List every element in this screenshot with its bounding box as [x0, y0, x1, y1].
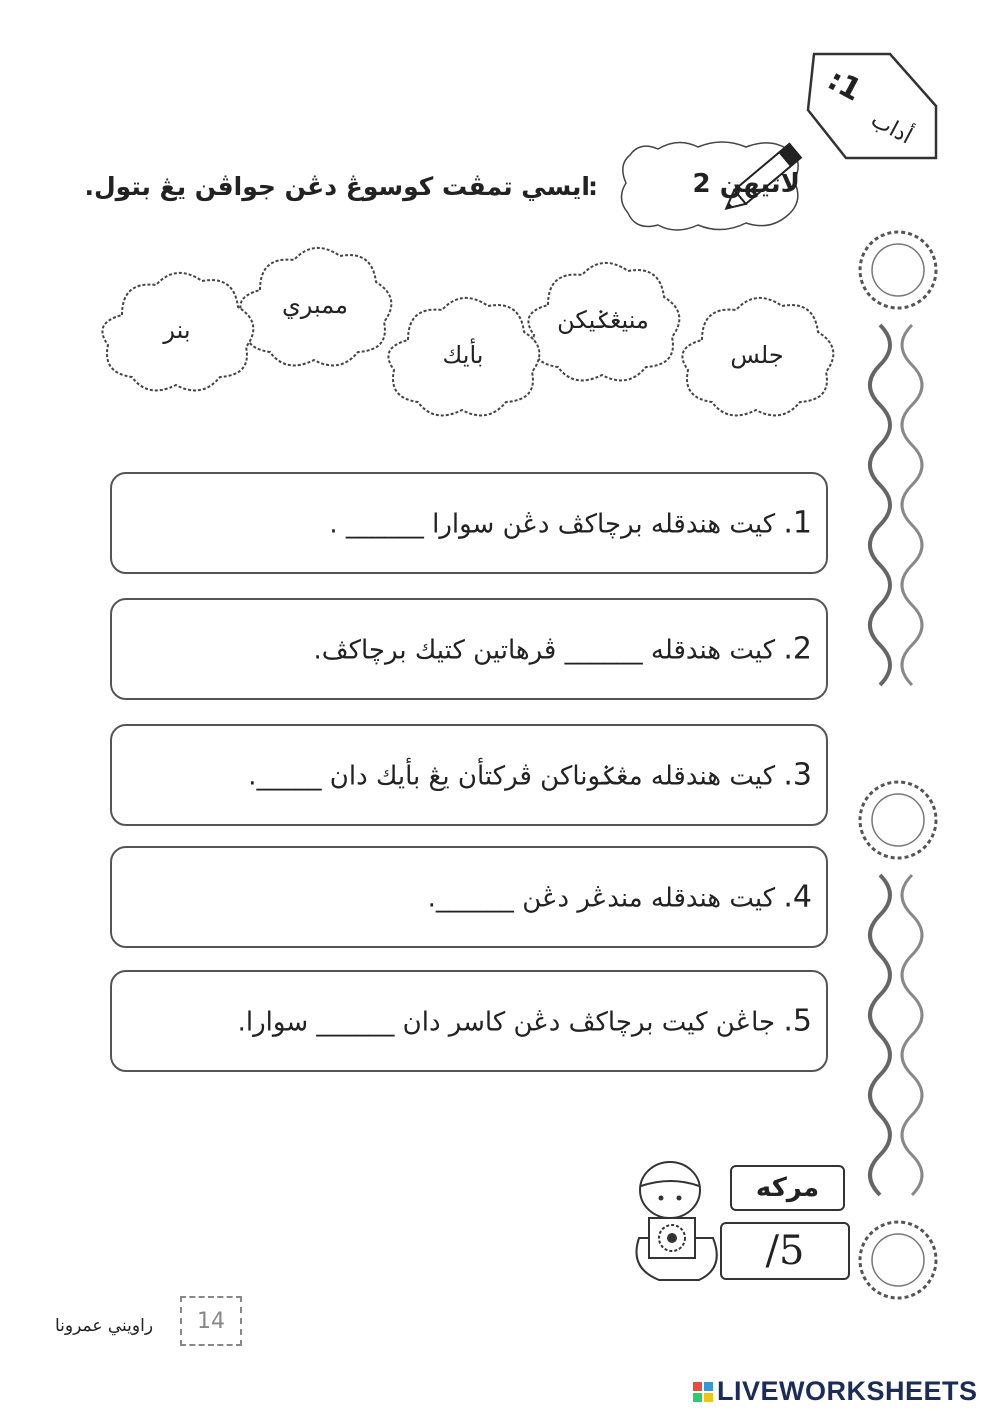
word-bank-item: بأيك: [442, 341, 484, 369]
instruction-text: ايسي تمڤت كوسوڠ دڠن جواڤن يڠ بتول.: [84, 172, 590, 201]
exercise-label: لاتيهن 2: [692, 169, 800, 199]
sentence-row[interactable]: [110, 846, 828, 948]
word-cloud: [92, 265, 262, 395]
sentence-number: 2.: [783, 631, 812, 667]
sentence-row[interactable]: [110, 970, 828, 1072]
sentence-number: 3.: [783, 757, 812, 793]
sentence-number: 4.: [783, 879, 812, 915]
sentence-text: كيت هندقله مڠݢوناكن ڤركتأن يڠ بأيك دان _____.: [248, 761, 776, 792]
author-credit: راويني عمرونا: [55, 1316, 154, 1336]
chapter-number: 1:: [821, 62, 868, 109]
exercise-badge: [610, 135, 830, 240]
reading-child-icon: [625, 1158, 720, 1286]
sentence-text: كيت هندقله برچاكڤ دڠن سوارا ______ .: [329, 509, 776, 540]
sentence-number: 1.: [783, 505, 812, 541]
score-label: مركه: [730, 1165, 845, 1211]
sentence-number: 5.: [783, 1003, 812, 1039]
page-number: 14: [180, 1296, 242, 1346]
word-cloud: [672, 290, 842, 420]
sentence-row[interactable]: [110, 724, 828, 826]
brand-logo[interactable]: [692, 1376, 978, 1407]
sentence-row[interactable]: [110, 472, 828, 574]
sentence-text: كيت هندقله ______ ڤرهاتين كتيك برچاكڤ.: [313, 635, 776, 666]
word-bank-item: بنر: [163, 316, 191, 344]
instruction-colon: :: [588, 172, 598, 201]
word-bank-item: ممبري: [282, 291, 348, 319]
word-bank-item: منيڠݢيكن: [557, 306, 649, 334]
sentence-text: جاڠن كيت برچاكڤ دڠن كاسر دان ______ سوارا.: [237, 1007, 776, 1038]
decorative-border: [850, 215, 950, 1315]
word-bank-item: جلس: [730, 341, 784, 369]
sentence-row[interactable]: [110, 598, 828, 700]
score-value[interactable]: /5: [720, 1222, 850, 1280]
brand-name: LIVEWORKSHEETS: [717, 1376, 978, 1406]
liveworksheets-icon: [692, 1381, 714, 1403]
sentence-text: كيت هندقله مندڠر دڠن ______.: [427, 883, 776, 914]
word-cloud: [378, 290, 548, 420]
chapter-label: أداب: [866, 107, 917, 150]
